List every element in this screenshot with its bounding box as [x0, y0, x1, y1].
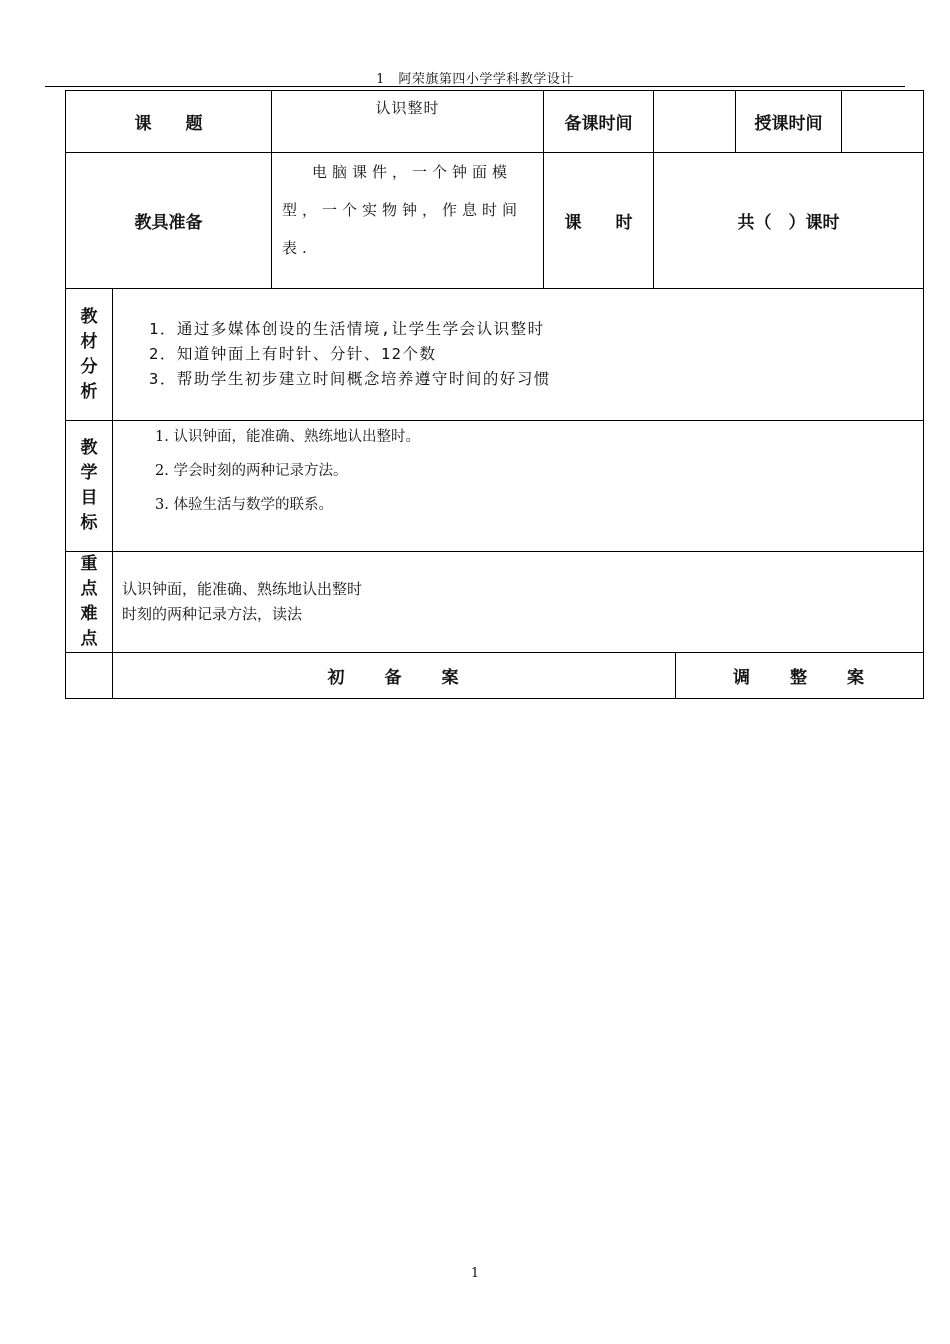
- label-char: 学: [80, 463, 98, 483]
- tools-label: 教具准备: [66, 153, 272, 289]
- goals-content: [113, 421, 924, 552]
- label-char: 标: [80, 513, 98, 533]
- tools-text: 电脑课件，一个钟面模型，一个实物钟，作息时间表.: [282, 163, 523, 257]
- analysis-label: [66, 289, 113, 421]
- analysis-content: [113, 289, 924, 421]
- topic-value: 认识整时: [272, 91, 544, 153]
- plans-row: [66, 653, 924, 699]
- keypoints-row: [66, 552, 924, 653]
- label-char: 目: [80, 488, 98, 508]
- header-divider: [45, 86, 905, 87]
- teach-time-value: [842, 91, 924, 153]
- initial-plan-label: 初 备 案: [113, 653, 676, 699]
- hours-label: 课 时: [544, 153, 654, 289]
- label-char: 重: [80, 554, 98, 574]
- topic-row: [66, 91, 924, 153]
- label-char: 教: [80, 306, 98, 327]
- analysis-row: [66, 289, 924, 421]
- label-char: 材: [80, 331, 98, 352]
- lesson-plan-table: [65, 90, 924, 699]
- hours-value: 共（ ）课时: [654, 153, 924, 289]
- label-char: 难: [80, 604, 98, 624]
- analysis-item: 2．知道钟面上有时针、分针、12个数: [149, 345, 437, 363]
- label-char: 分: [80, 356, 98, 377]
- goals-label: [66, 421, 113, 552]
- teach-time-label: 授课时间: [736, 91, 842, 153]
- page-number: 1: [470, 1266, 480, 1281]
- keypoints-label: [66, 552, 113, 653]
- prep-time-label: 备课时间: [544, 91, 654, 153]
- label-char: 点: [80, 579, 98, 599]
- keypoints-content: [113, 552, 924, 653]
- plans-blank: [66, 653, 113, 699]
- keypoint-item: 时刻的两种记录方法，读法: [122, 605, 303, 623]
- goal-item: 3. 体验生活与数学的联系。: [155, 497, 333, 513]
- tools-value: [272, 153, 544, 289]
- label-char: 析: [80, 381, 98, 402]
- keypoint-item: 认识钟面，能准确、熟练地认出整时: [122, 580, 363, 598]
- topic-label: 课 题: [66, 91, 272, 153]
- analysis-item: 1．通过多媒体创设的生活情境,让学生学会认识整时: [149, 320, 545, 338]
- goals-row: [66, 421, 924, 552]
- analysis-item: 3．帮助学生初步建立时间概念培养遵守时间的好习惯: [149, 370, 551, 388]
- prep-time-value: [654, 91, 736, 153]
- label-char: 点: [80, 629, 98, 649]
- goal-item: 1. 认识钟面，能准确、熟练地认出整时。: [155, 429, 420, 445]
- document-header: 1 阿荣旗第四小学学科教学设计: [376, 72, 574, 87]
- goal-item: 2. 学会时刻的两种记录方法。: [155, 463, 348, 479]
- tools-row: [66, 153, 924, 289]
- adjusted-plan-label: 调 整 案: [676, 653, 924, 699]
- label-char: 教: [80, 438, 98, 458]
